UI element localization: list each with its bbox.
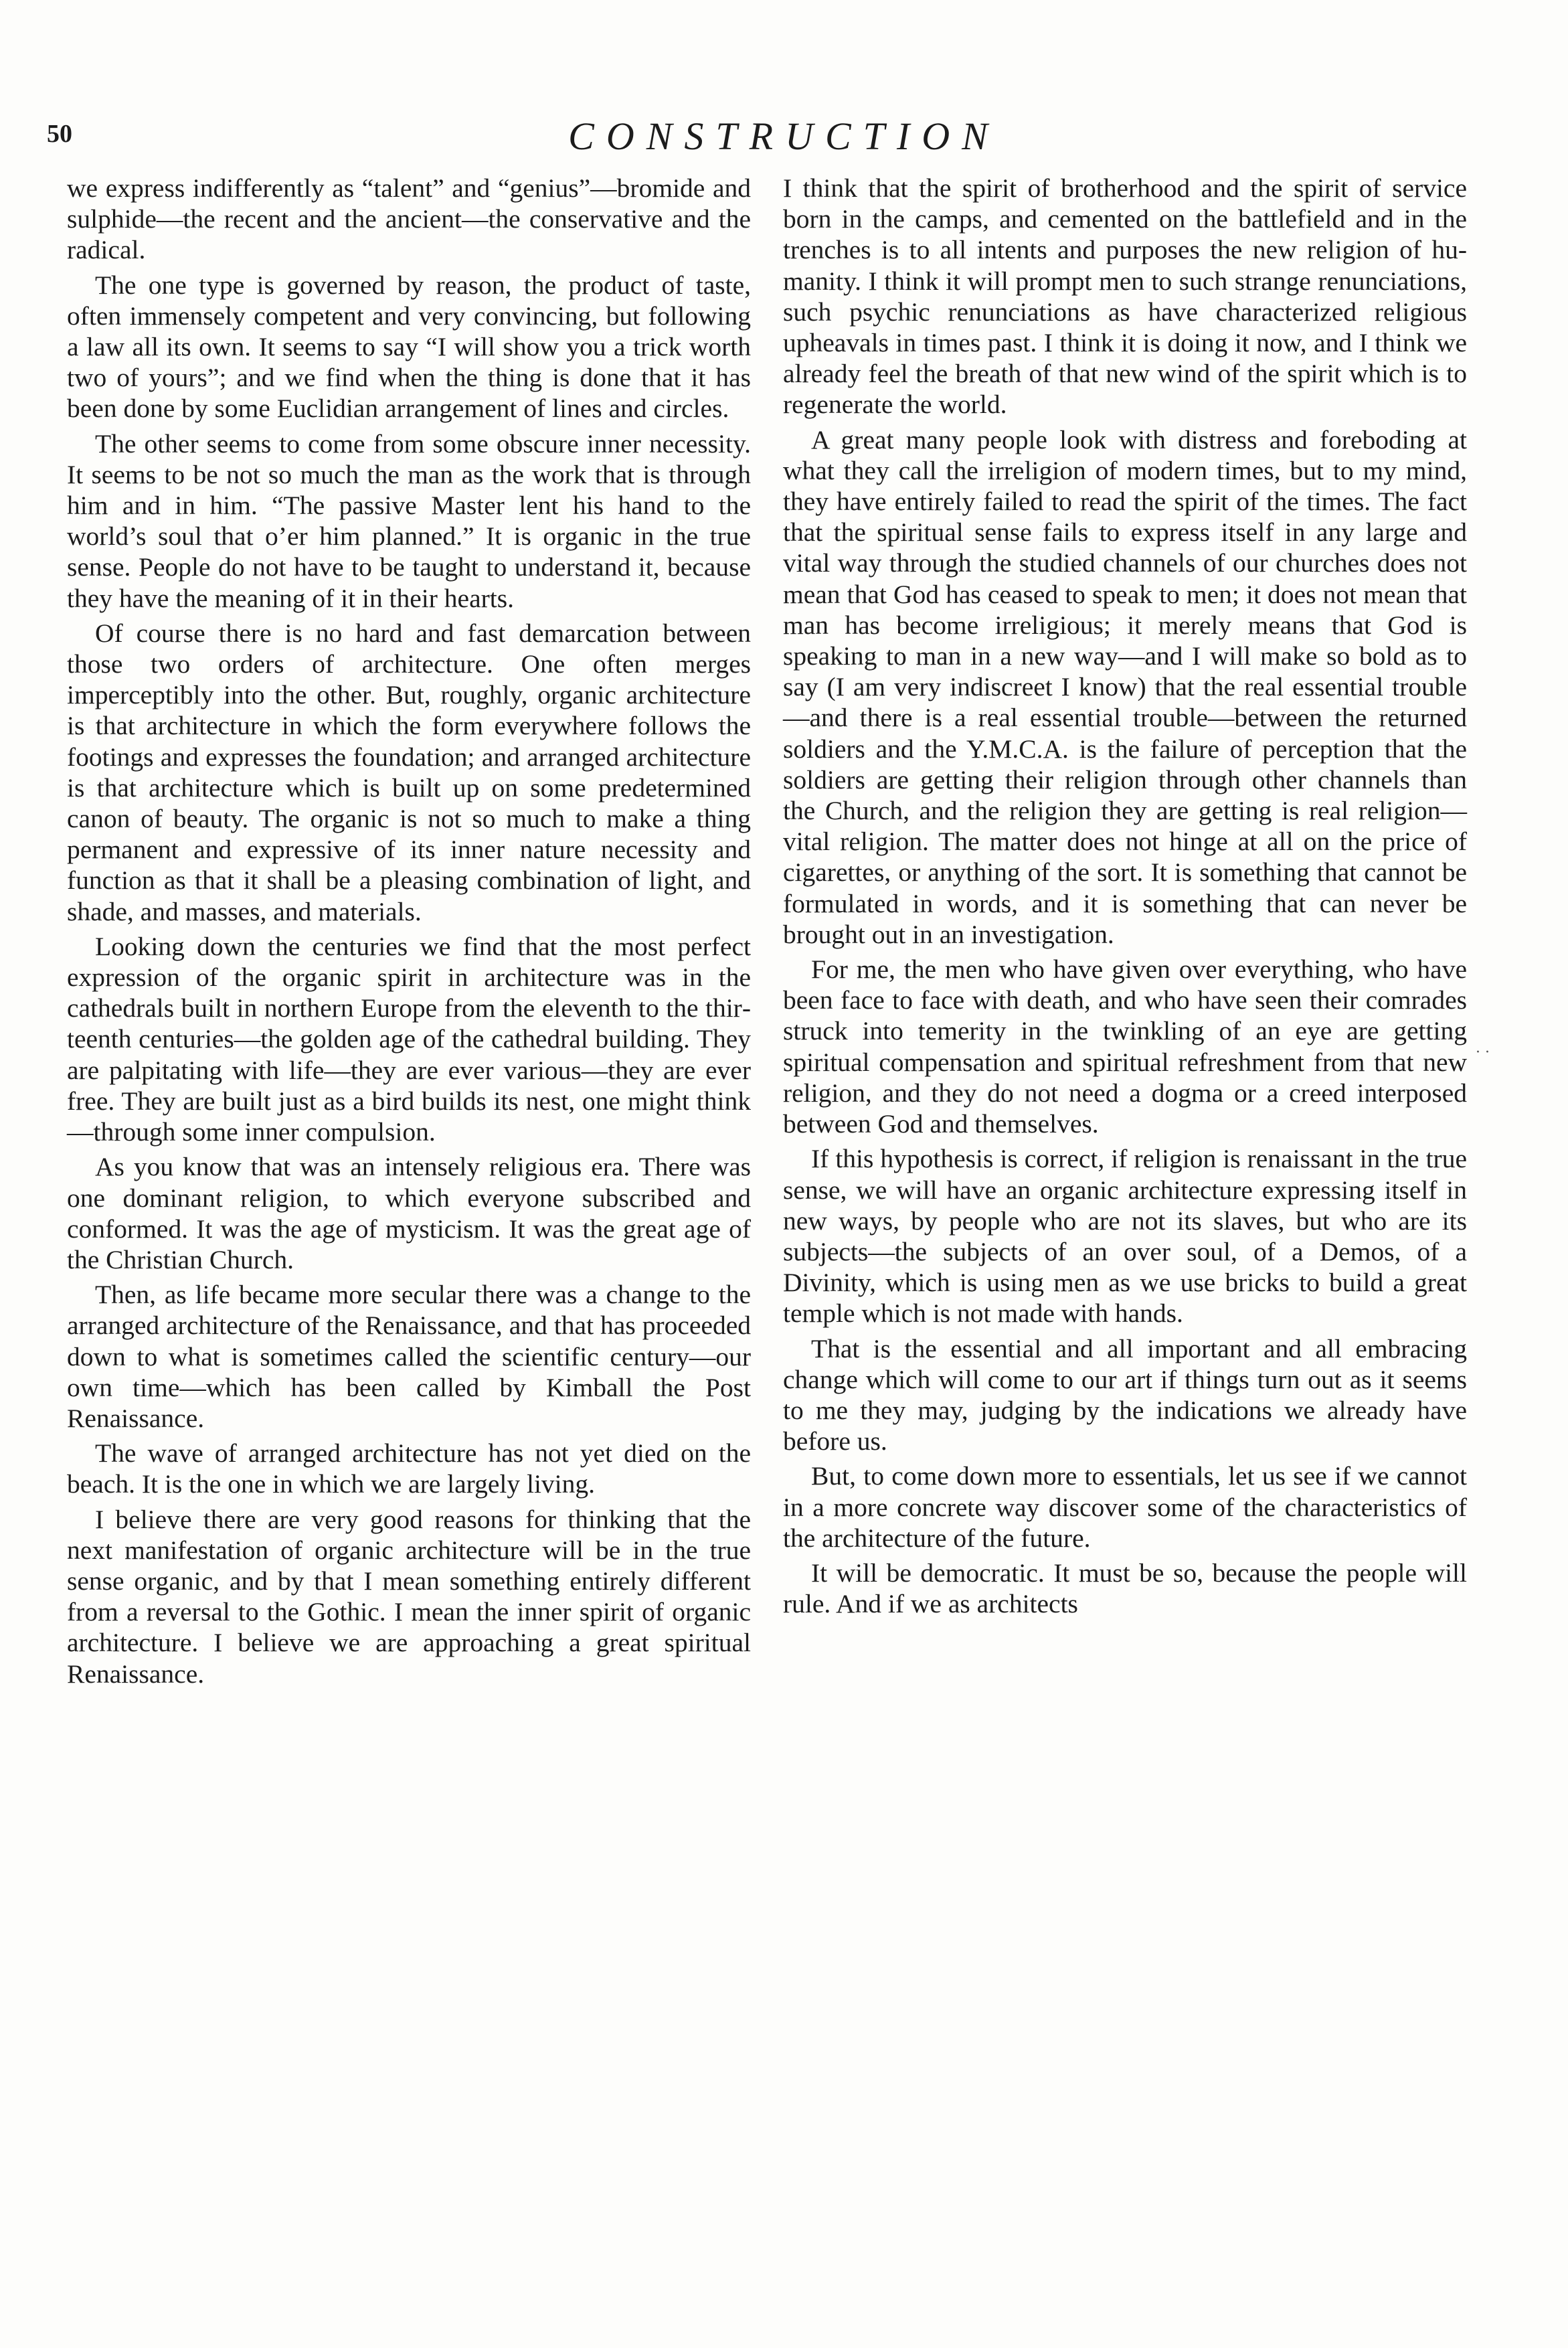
left-column	[67, 173, 751, 1693]
paragraph: The wave of arranged architecture has not yet died on the beach. It is the one in which we are largely living.	[67, 1438, 751, 1499]
paragraph: Looking down the centuries we find that the most perfect expression of the organic spirit in architecture was in the cathedrals built in northern Europe from the eleventh to the thirteenth centuries—the golden age of the cathedral building. They are palpitating with life—they are ever various—they are ever free. They are built just as a bird builds its nest, one might think—through some inner compulsion.	[67, 931, 751, 1147]
page-header	[0, 114, 1568, 161]
paragraph: I think that the spirit of brotherhood and the spirit of service born in the camps, and cemented on the battlefield and in the trenches is to all intents and purposes the new religion of humanity. I think it will prompt men to such strange renunciations, such psychic renunciations as have characterized religious upheavals in times past. I think it is doing it now, and I think we already feel the breath of that new wind of the spirit which is to regenerate the world.	[783, 173, 1467, 420]
running-title: CONSTRUCTION	[568, 114, 1000, 158]
paragraph: Then, as life became more secular there was a change to the arranged architecture of the Renaissance, and that has proceeded down to what is sometimes called the scientific century—our own time—which has been called by Kimball the Post Renaissance.	[67, 1280, 751, 1433]
paragraph: If this hypothesis is correct, if religion is renaissant in the true sense, we will have an organic architecture expressing itself in new ways, by people who are not its slaves, but who are its subjects—the subjects of an over soul, of a Demos, of a Divinity, which is using men as we use bricks to build a great temple which is not made with hands.	[783, 1144, 1467, 1329]
page-number: 50	[47, 120, 72, 148]
right-column	[783, 173, 1467, 1623]
paragraph: But, to come down more to essentials, let us see if we cannot in a more concrete way discover some of the characteristics of the architecture of the future.	[783, 1461, 1467, 1553]
paragraph: For me, the men who have given over everything, who have been face to face with death, and who have seen their comrades struck into temerity in the twinkling of an eye are getting spiritual compensation and spiritual refreshment from that new religion, and they do not need a dogma or a creed interposed between God and themselves.	[783, 954, 1467, 1139]
paragraph: The one type is governed by reason, the product of taste, often immensely competent and very convincing, but following a law all its own. It seems to say “I will show you a trick worth two of yours”; and we find when the thing is done that it has been done by some Euclidian arrangement of lines and circles.	[67, 270, 751, 424]
paragraph: The other seems to come from some obscure inner necessity. It seems to be not so much the man as the work that is through him and in him. “The passive Master lent his hand to the world’s soul that o’er him planned.” It is organic in the true sense. People do not have to be taught to understand it, because they have the meaning of it in their hearts.	[67, 428, 751, 613]
paragraph: That is the essential and all important and all embracing change which will come to our art if things turn out as it seems to me they may, judging by the indications we already have before us.	[783, 1333, 1467, 1456]
paragraph: I believe there are very good reasons for thinking that the next manifestation of organic architecture will be in the true sense organic, and by that I mean something entirely different from a reversal to the Gothic. I mean the inner spirit of organic architecture. I believe we are approaching a great spiritual Renaissance.	[67, 1504, 751, 1689]
paragraph: As you know that was an intensely religious era. There was one dominant religion, to which everyone subscribed and conformed. It was the age of mysticism. It was the great age of the Christian Church.	[67, 1152, 751, 1274]
paragraph: we express indifferently as “talent” and “genius”—bromide and sulphide—the recent and the ancient—the conservative and the radical.	[67, 173, 751, 265]
paper-speck: · ·	[1476, 1044, 1490, 1061]
paragraph: It will be democratic. It must be so, because the people will rule. And if we as architects	[783, 1558, 1467, 1619]
paragraph: A great many people look with distress and foreboding at what they call the irreligion of modern times, but to my mind, they have entirely failed to read the spirit of the times. The fact that the spiritual sense fails to express itself in any large and vital way through the studied channels of our churches does not mean that God has ceased to speak to men; it does not mean that man has become irreligious; it merely means that God is speaking to man in a new way—and I will make so bold as to say (I am very indiscreet I know) that the real essential trouble—and there is a real essential trouble—between the returned soldiers and the Y.M.C.A. is the failure of perception that the soldiers are getting their religion through other channels than the Church, and the religion they are getting is real religion—vital religion. The matter does not hinge at all on the price of cigarettes, or anything of the sort. It is something that cannot be formulated in words, and it is something that can never be brought out in an investigation.	[783, 424, 1467, 949]
paragraph: Of course there is no hard and fast demarcation between those two orders of architecture. One often merges imperceptibly into the other. But, roughly, organic architecture is that architecture in which the form everywhere follows the footings and expresses the foundation; and arranged architecture is that architecture which is built up on some predetermined canon of beauty. The organic is not so much to make a thing permanent and expressive of its inner nature necessity and function as that it shall be a pleasing combination of light, and shade, and masses, and materials.	[67, 618, 751, 926]
